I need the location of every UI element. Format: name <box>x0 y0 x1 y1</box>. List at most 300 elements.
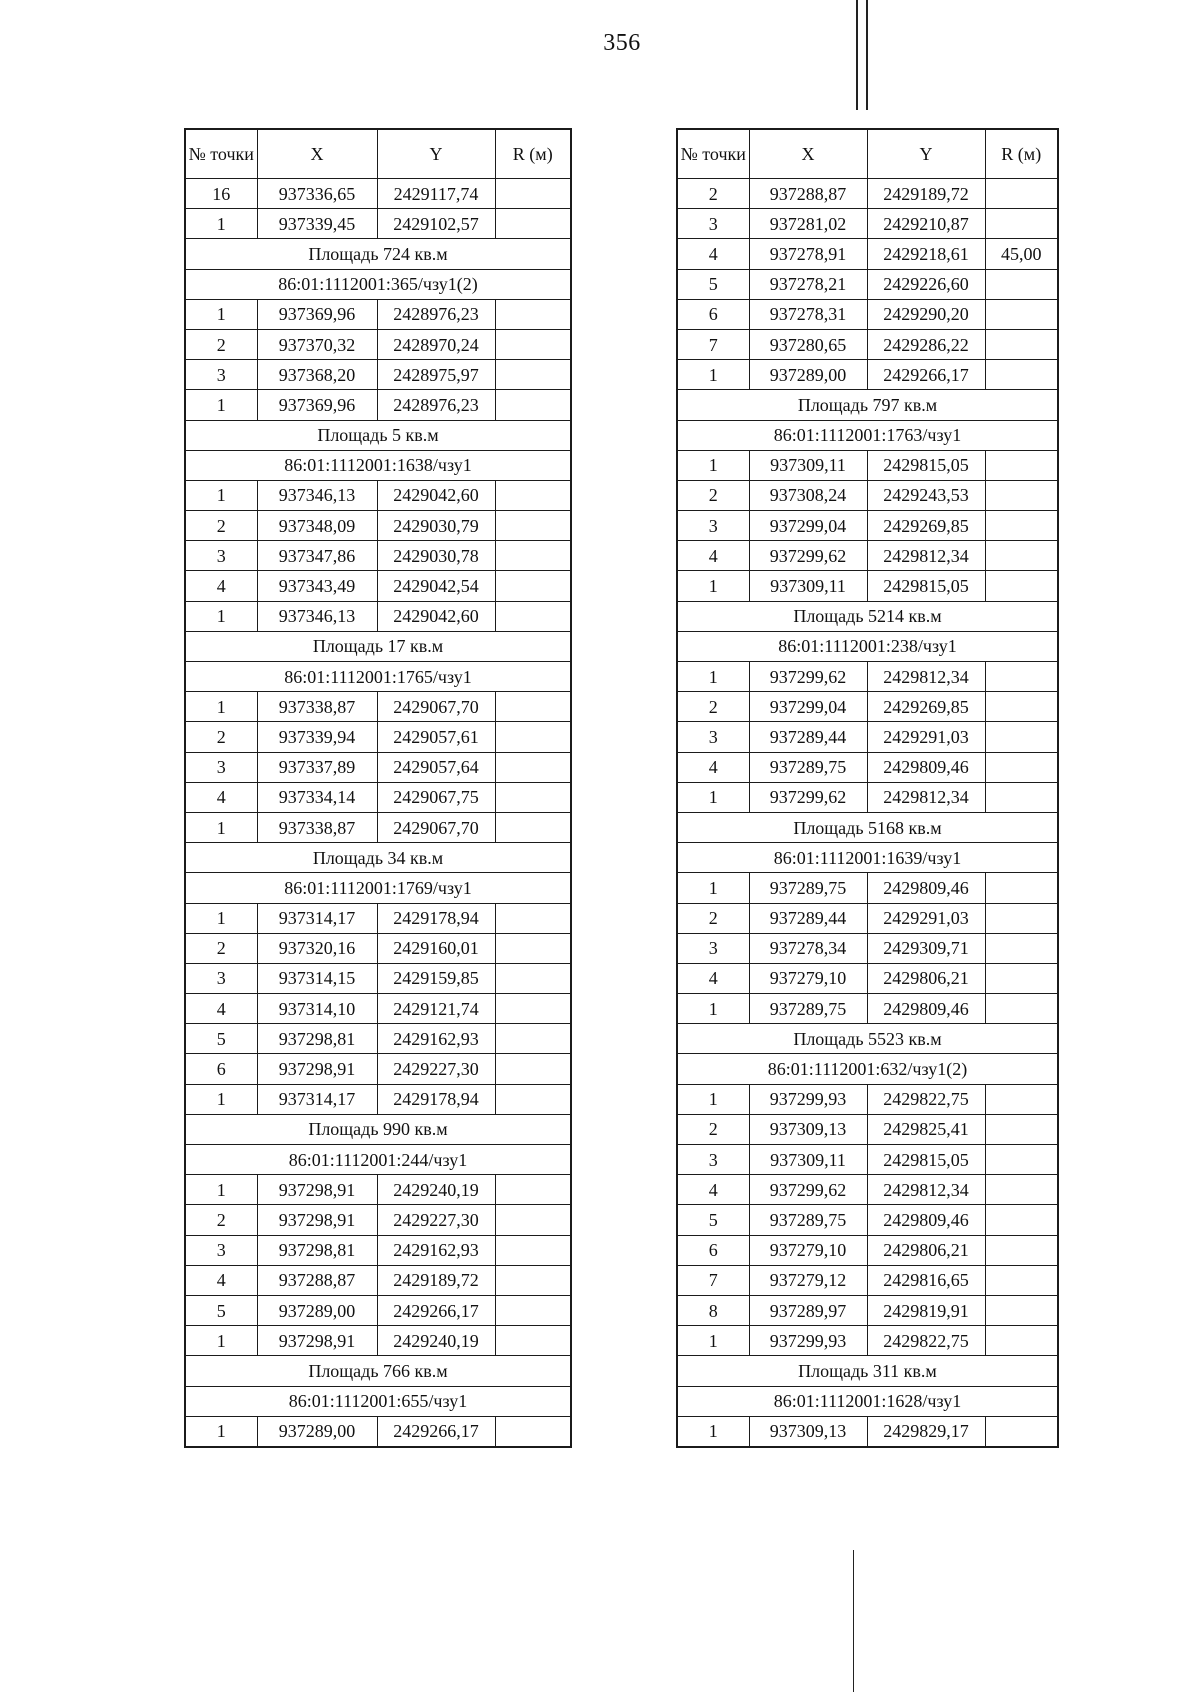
y-coordinate-cell: 2428976,23 <box>377 299 495 329</box>
parcel-id-row <box>677 1386 1058 1416</box>
point-number-cell: 4 <box>185 571 257 601</box>
y-coordinate-cell: 2429030,78 <box>377 541 495 571</box>
point-number-cell: 1 <box>677 571 749 601</box>
area-row <box>677 1356 1058 1386</box>
y-coordinate-cell: 2429809,46 <box>867 752 985 782</box>
parcel-id-row <box>185 450 571 480</box>
table-row <box>677 662 1058 692</box>
table-row <box>185 1084 571 1114</box>
radius-cell <box>985 1114 1058 1144</box>
parcel-cadastral-number: 86:01:1112001:1769/чзу1 <box>185 873 571 903</box>
area-label: Площадь 5168 кв.м <box>677 812 1058 842</box>
radius-cell <box>985 1326 1058 1356</box>
area-label: Площадь 5214 кв.м <box>677 601 1058 631</box>
x-coordinate-cell: 937309,13 <box>749 1416 867 1447</box>
y-coordinate-cell: 2429243,53 <box>867 480 985 510</box>
radius-cell <box>495 209 571 239</box>
point-number-cell: 4 <box>677 752 749 782</box>
x-coordinate-cell: 937278,34 <box>749 933 867 963</box>
x-coordinate-cell: 937343,49 <box>257 571 377 601</box>
column-header-radius: R (м) <box>985 129 1058 179</box>
area-label: Площадь 5 кв.м <box>185 420 571 450</box>
radius-cell <box>985 480 1058 510</box>
x-coordinate-cell: 937347,86 <box>257 541 377 571</box>
x-coordinate-cell: 937289,00 <box>257 1295 377 1325</box>
x-coordinate-cell: 937314,15 <box>257 963 377 993</box>
x-coordinate-cell: 937298,91 <box>257 1205 377 1235</box>
y-coordinate-cell: 2429269,85 <box>867 692 985 722</box>
parcel-id-row <box>185 873 571 903</box>
x-coordinate-cell: 937348,09 <box>257 511 377 541</box>
table-body-left <box>185 179 571 1447</box>
point-number-cell: 6 <box>677 299 749 329</box>
y-coordinate-cell: 2429227,30 <box>377 1205 495 1235</box>
y-coordinate-cell: 2429227,30 <box>377 1054 495 1084</box>
column-header-point-number: № точки <box>677 129 749 179</box>
radius-cell <box>495 1205 571 1235</box>
x-coordinate-cell: 937314,10 <box>257 994 377 1024</box>
parcel-id-row <box>677 843 1058 873</box>
parcel-id-row <box>677 631 1058 661</box>
x-coordinate-cell: 937298,81 <box>257 1024 377 1054</box>
table-row <box>677 1265 1058 1295</box>
x-coordinate-cell: 937314,17 <box>257 903 377 933</box>
table-row <box>677 571 1058 601</box>
y-coordinate-cell: 2429178,94 <box>377 1084 495 1114</box>
column-header-x: X <box>749 129 867 179</box>
table-row <box>677 752 1058 782</box>
radius-cell <box>985 209 1058 239</box>
x-coordinate-cell: 937289,75 <box>749 873 867 903</box>
table-row <box>185 209 571 239</box>
x-coordinate-cell: 937279,10 <box>749 963 867 993</box>
area-row <box>677 1024 1058 1054</box>
table-row <box>677 994 1058 1024</box>
x-coordinate-cell: 937289,97 <box>749 1295 867 1325</box>
column-header-y: Y <box>377 129 495 179</box>
table-row <box>185 360 571 390</box>
table-row <box>677 692 1058 722</box>
y-coordinate-cell: 2429812,34 <box>867 541 985 571</box>
point-number-cell: 6 <box>185 1054 257 1084</box>
table-row <box>677 782 1058 812</box>
y-coordinate-cell: 2429117,74 <box>377 179 495 209</box>
area-row <box>185 1356 571 1386</box>
y-coordinate-cell: 2429218,61 <box>867 239 985 269</box>
area-label: Площадь 17 кв.м <box>185 631 571 661</box>
y-coordinate-cell: 2429815,05 <box>867 571 985 601</box>
y-coordinate-cell: 2429829,17 <box>867 1416 985 1447</box>
radius-cell <box>495 390 571 420</box>
radius-cell <box>495 1084 571 1114</box>
radius-cell <box>495 994 571 1024</box>
y-coordinate-cell: 2429809,46 <box>867 994 985 1024</box>
point-number-cell: 7 <box>677 329 749 359</box>
x-coordinate-cell: 937280,65 <box>749 329 867 359</box>
x-coordinate-cell: 937299,04 <box>749 692 867 722</box>
table-row <box>677 933 1058 963</box>
y-coordinate-cell: 2429812,34 <box>867 782 985 812</box>
point-number-cell: 1 <box>185 1084 257 1114</box>
y-coordinate-cell: 2429240,19 <box>377 1175 495 1205</box>
area-label: Площадь 311 кв.м <box>677 1356 1058 1386</box>
parcel-id-row <box>185 1145 571 1175</box>
y-coordinate-cell: 2429042,60 <box>377 601 495 631</box>
point-number-cell: 2 <box>677 179 749 209</box>
radius-cell <box>985 1145 1058 1175</box>
point-number-cell: 2 <box>185 722 257 752</box>
point-number-cell: 1 <box>185 601 257 631</box>
radius-cell: 45,00 <box>985 239 1058 269</box>
table-row <box>185 812 571 842</box>
radius-cell <box>495 1265 571 1295</box>
x-coordinate-cell: 937338,87 <box>257 692 377 722</box>
table-body-right <box>677 179 1058 1447</box>
point-number-cell: 3 <box>677 511 749 541</box>
column-header-radius: R (м) <box>495 129 571 179</box>
x-coordinate-cell: 937368,20 <box>257 360 377 390</box>
x-coordinate-cell: 937299,62 <box>749 541 867 571</box>
point-number-cell: 1 <box>185 692 257 722</box>
parcel-cadastral-number: 86:01:1112001:1765/чзу1 <box>185 662 571 692</box>
radius-cell <box>495 1295 571 1325</box>
radius-cell <box>985 1416 1058 1447</box>
radius-cell <box>495 692 571 722</box>
x-coordinate-cell: 937308,24 <box>749 480 867 510</box>
area-row <box>185 239 571 269</box>
radius-cell <box>985 994 1058 1024</box>
table-row <box>185 994 571 1024</box>
x-coordinate-cell: 937309,11 <box>749 1145 867 1175</box>
radius-cell <box>495 299 571 329</box>
y-coordinate-cell: 2429812,34 <box>867 662 985 692</box>
x-coordinate-cell: 937299,93 <box>749 1326 867 1356</box>
point-number-cell: 2 <box>677 1114 749 1144</box>
table-row <box>677 1114 1058 1144</box>
table-row <box>185 1175 571 1205</box>
table-row <box>185 933 571 963</box>
column-header-x: X <box>257 129 377 179</box>
table-header-row <box>677 129 1058 179</box>
table-row <box>185 541 571 571</box>
point-number-cell: 4 <box>185 782 257 812</box>
point-number-cell: 3 <box>185 752 257 782</box>
table-row <box>185 1205 571 1235</box>
table-row <box>677 209 1058 239</box>
x-coordinate-cell: 937299,04 <box>749 511 867 541</box>
area-label: Площадь 766 кв.м <box>185 1356 571 1386</box>
radius-cell <box>985 541 1058 571</box>
y-coordinate-cell: 2429825,41 <box>867 1114 985 1144</box>
point-number-cell: 2 <box>677 903 749 933</box>
parcel-id-row <box>185 269 571 299</box>
parcel-cadastral-number: 86:01:1112001:1638/чзу1 <box>185 450 571 480</box>
radius-cell <box>985 360 1058 390</box>
x-coordinate-cell: 937336,65 <box>257 179 377 209</box>
radius-cell <box>985 752 1058 782</box>
y-coordinate-cell: 2429162,93 <box>377 1235 495 1265</box>
radius-cell <box>985 1295 1058 1325</box>
point-number-cell: 1 <box>677 1326 749 1356</box>
table-header-row <box>185 129 571 179</box>
y-coordinate-cell: 2429822,75 <box>867 1084 985 1114</box>
point-number-cell: 1 <box>677 994 749 1024</box>
table-row <box>677 299 1058 329</box>
table-row <box>185 329 571 359</box>
parcel-cadastral-number: 86:01:1112001:238/чзу1 <box>677 631 1058 661</box>
point-number-cell: 1 <box>677 1084 749 1114</box>
x-coordinate-cell: 937281,02 <box>749 209 867 239</box>
table-row <box>677 269 1058 299</box>
point-number-cell: 1 <box>185 1175 257 1205</box>
point-number-cell: 3 <box>677 1145 749 1175</box>
y-coordinate-cell: 2429162,93 <box>377 1024 495 1054</box>
radius-cell <box>495 1235 571 1265</box>
point-number-cell: 4 <box>677 239 749 269</box>
y-coordinate-cell: 2428975,97 <box>377 360 495 390</box>
y-coordinate-cell: 2429309,71 <box>867 933 985 963</box>
y-coordinate-cell: 2429291,03 <box>867 722 985 752</box>
parcel-cadastral-number: 86:01:1112001:1639/чзу1 <box>677 843 1058 873</box>
y-coordinate-cell: 2429178,94 <box>377 903 495 933</box>
table-row <box>677 480 1058 510</box>
radius-cell <box>495 722 571 752</box>
radius-cell <box>985 269 1058 299</box>
point-number-cell: 1 <box>185 390 257 420</box>
point-number-cell: 1 <box>677 360 749 390</box>
point-number-cell: 5 <box>677 1205 749 1235</box>
radius-cell <box>985 722 1058 752</box>
point-number-cell: 1 <box>185 209 257 239</box>
y-coordinate-cell: 2429816,65 <box>867 1265 985 1295</box>
area-row <box>185 420 571 450</box>
point-number-cell: 8 <box>677 1295 749 1325</box>
table-row <box>185 1235 571 1265</box>
radius-cell <box>495 1054 571 1084</box>
table-row <box>677 903 1058 933</box>
point-number-cell: 5 <box>677 269 749 299</box>
x-coordinate-cell: 937299,62 <box>749 1175 867 1205</box>
y-coordinate-cell: 2429809,46 <box>867 873 985 903</box>
y-coordinate-cell: 2429042,60 <box>377 480 495 510</box>
table-row <box>677 511 1058 541</box>
x-coordinate-cell: 937334,14 <box>257 782 377 812</box>
parcel-id-row <box>185 1386 571 1416</box>
point-number-cell: 1 <box>185 1326 257 1356</box>
table-row <box>185 299 571 329</box>
y-coordinate-cell: 2429067,70 <box>377 692 495 722</box>
radius-cell <box>985 782 1058 812</box>
radius-cell <box>985 1265 1058 1295</box>
radius-cell <box>495 179 571 209</box>
radius-cell <box>985 1084 1058 1114</box>
radius-cell <box>495 541 571 571</box>
radius-cell <box>495 1024 571 1054</box>
radius-cell <box>495 571 571 601</box>
binding-line <box>856 0 858 110</box>
radius-cell <box>985 692 1058 722</box>
parcel-id-row <box>185 662 571 692</box>
x-coordinate-cell: 937279,12 <box>749 1265 867 1295</box>
radius-cell <box>985 299 1058 329</box>
table-row <box>185 480 571 510</box>
table-row <box>185 1416 571 1447</box>
x-coordinate-cell: 937338,87 <box>257 812 377 842</box>
table-row <box>185 601 571 631</box>
x-coordinate-cell: 937309,13 <box>749 1114 867 1144</box>
table-row <box>185 571 571 601</box>
binding-line <box>853 1550 854 1692</box>
x-coordinate-cell: 937289,44 <box>749 903 867 933</box>
parcel-id-row <box>677 420 1058 450</box>
x-coordinate-cell: 937289,00 <box>257 1416 377 1447</box>
radius-cell <box>985 1205 1058 1235</box>
radius-cell <box>495 963 571 993</box>
coordinates-table-left <box>184 128 572 1448</box>
radius-cell <box>495 1326 571 1356</box>
point-number-cell: 3 <box>677 209 749 239</box>
table-row <box>677 360 1058 390</box>
point-number-cell: 3 <box>185 541 257 571</box>
radius-cell <box>495 329 571 359</box>
table-row <box>677 1235 1058 1265</box>
y-coordinate-cell: 2429189,72 <box>377 1265 495 1295</box>
radius-cell <box>495 601 571 631</box>
point-number-cell: 2 <box>677 480 749 510</box>
radius-cell <box>495 511 571 541</box>
y-coordinate-cell: 2429067,70 <box>377 812 495 842</box>
y-coordinate-cell: 2429102,57 <box>377 209 495 239</box>
point-number-cell: 2 <box>185 933 257 963</box>
point-number-cell: 1 <box>185 1416 257 1447</box>
radius-cell <box>985 329 1058 359</box>
point-number-cell: 1 <box>677 1416 749 1447</box>
x-coordinate-cell: 937346,13 <box>257 601 377 631</box>
table-row <box>677 873 1058 903</box>
table-row <box>677 239 1058 269</box>
table-row <box>677 1145 1058 1175</box>
table-row <box>677 1175 1058 1205</box>
point-number-cell: 1 <box>185 903 257 933</box>
table-row <box>185 692 571 722</box>
point-number-cell: 7 <box>677 1265 749 1295</box>
point-number-cell: 4 <box>677 1175 749 1205</box>
column-header-point-number: № точки <box>185 129 257 179</box>
y-coordinate-cell: 2429286,22 <box>867 329 985 359</box>
x-coordinate-cell: 937370,32 <box>257 329 377 359</box>
column-header-y: Y <box>867 129 985 179</box>
y-coordinate-cell: 2429121,74 <box>377 994 495 1024</box>
y-coordinate-cell: 2428970,24 <box>377 329 495 359</box>
x-coordinate-cell: 937278,31 <box>749 299 867 329</box>
table-row <box>185 1054 571 1084</box>
table-row <box>185 1024 571 1054</box>
y-coordinate-cell: 2428976,23 <box>377 390 495 420</box>
y-coordinate-cell: 2429822,75 <box>867 1326 985 1356</box>
radius-cell <box>985 511 1058 541</box>
radius-cell <box>985 571 1058 601</box>
table-row <box>677 963 1058 993</box>
x-coordinate-cell: 937320,16 <box>257 933 377 963</box>
parcel-cadastral-number: 86:01:1112001:1628/чзу1 <box>677 1386 1058 1416</box>
x-coordinate-cell: 937289,44 <box>749 722 867 752</box>
radius-cell <box>495 360 571 390</box>
point-number-cell: 6 <box>677 1235 749 1265</box>
x-coordinate-cell: 937278,21 <box>749 269 867 299</box>
area-row <box>677 812 1058 842</box>
x-coordinate-cell: 937309,11 <box>749 571 867 601</box>
point-number-cell: 1 <box>185 812 257 842</box>
y-coordinate-cell: 2429057,64 <box>377 752 495 782</box>
parcel-cadastral-number: 86:01:1112001:1763/чзу1 <box>677 420 1058 450</box>
x-coordinate-cell: 937346,13 <box>257 480 377 510</box>
area-label: Площадь 797 кв.м <box>677 390 1058 420</box>
point-number-cell: 3 <box>677 933 749 963</box>
point-number-cell: 2 <box>677 692 749 722</box>
radius-cell <box>495 812 571 842</box>
point-number-cell: 1 <box>677 450 749 480</box>
table-row <box>677 1084 1058 1114</box>
y-coordinate-cell: 2429290,20 <box>867 299 985 329</box>
point-number-cell: 1 <box>185 299 257 329</box>
parcel-cadastral-number: 86:01:1112001:365/чзу1(2) <box>185 269 571 299</box>
radius-cell <box>495 903 571 933</box>
table-row <box>677 541 1058 571</box>
y-coordinate-cell: 2429266,17 <box>377 1295 495 1325</box>
parcel-id-row <box>677 1054 1058 1084</box>
point-number-cell: 1 <box>677 873 749 903</box>
table-row <box>185 179 571 209</box>
area-row <box>185 1114 571 1144</box>
table-row <box>185 722 571 752</box>
x-coordinate-cell: 937289,00 <box>749 360 867 390</box>
area-label: Площадь 990 кв.м <box>185 1114 571 1144</box>
y-coordinate-cell: 2429815,05 <box>867 1145 985 1175</box>
x-coordinate-cell: 937289,75 <box>749 1205 867 1235</box>
table-row <box>185 752 571 782</box>
table-row <box>677 329 1058 359</box>
x-coordinate-cell: 937278,91 <box>749 239 867 269</box>
y-coordinate-cell: 2429812,34 <box>867 1175 985 1205</box>
x-coordinate-cell: 937339,45 <box>257 209 377 239</box>
parcel-cadastral-number: 86:01:1112001:244/чзу1 <box>185 1145 571 1175</box>
radius-cell <box>495 782 571 812</box>
table-row <box>185 1326 571 1356</box>
table-row <box>677 1205 1058 1235</box>
x-coordinate-cell: 937299,62 <box>749 782 867 812</box>
x-coordinate-cell: 937299,93 <box>749 1084 867 1114</box>
area-row <box>677 601 1058 631</box>
radius-cell <box>495 1416 571 1447</box>
y-coordinate-cell: 2429240,19 <box>377 1326 495 1356</box>
x-coordinate-cell: 937369,96 <box>257 299 377 329</box>
radius-cell <box>495 752 571 782</box>
y-coordinate-cell: 2429819,91 <box>867 1295 985 1325</box>
table-row <box>185 1295 571 1325</box>
x-coordinate-cell: 937299,62 <box>749 662 867 692</box>
area-row <box>677 390 1058 420</box>
y-coordinate-cell: 2429266,17 <box>377 1416 495 1447</box>
radius-cell <box>985 933 1058 963</box>
point-number-cell: 3 <box>185 963 257 993</box>
point-number-cell: 4 <box>185 1265 257 1295</box>
table-row <box>677 722 1058 752</box>
point-number-cell: 2 <box>185 1205 257 1235</box>
x-coordinate-cell: 937298,91 <box>257 1326 377 1356</box>
y-coordinate-cell: 2429030,79 <box>377 511 495 541</box>
x-coordinate-cell: 937314,17 <box>257 1084 377 1114</box>
area-label: Площадь 34 кв.м <box>185 843 571 873</box>
